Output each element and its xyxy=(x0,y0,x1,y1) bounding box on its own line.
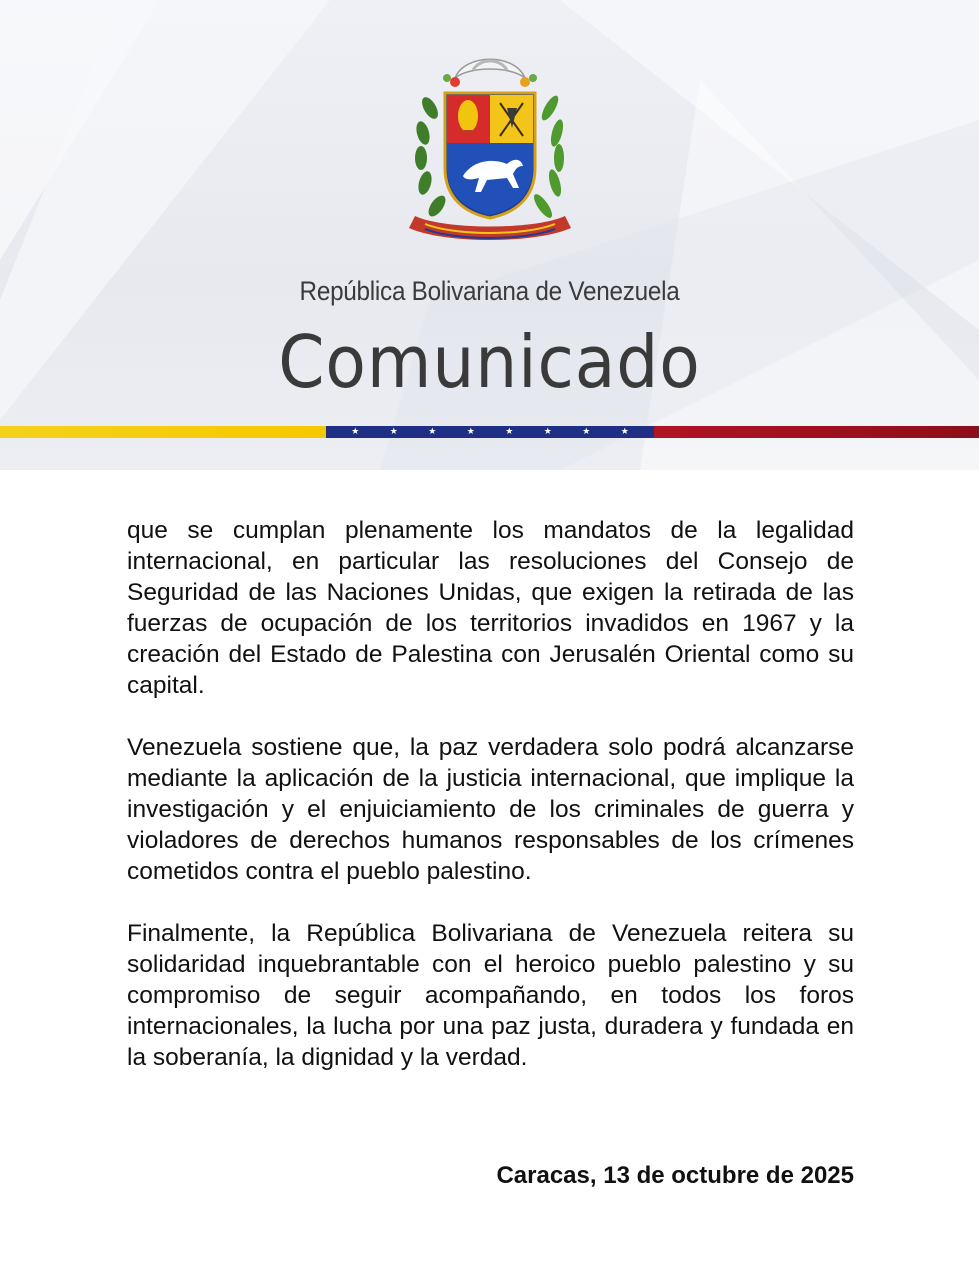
flag-red-stripe xyxy=(654,426,979,438)
letterhead xyxy=(0,0,979,470)
flag-blue-stripe xyxy=(326,426,654,438)
star-icon: ★ xyxy=(582,426,591,437)
document-title: Comunicado xyxy=(278,320,701,404)
star-icon: ★ xyxy=(466,426,475,437)
star-icon: ★ xyxy=(620,426,629,437)
place-and-date: Caracas, 13 de octubre de 2025 xyxy=(496,1162,854,1189)
flag-stripe xyxy=(0,426,979,438)
star-icon: ★ xyxy=(389,426,398,437)
star-icon: ★ xyxy=(543,426,552,437)
communique-body xyxy=(127,515,854,1104)
star-icon: ★ xyxy=(351,426,360,437)
paragraph: Venezuela sostiene que, la paz verdadera solo podrá alcanzarse mediante la aplicación de la justicia internacional, que implique la investigación y el enjuiciamiento de los criminales de guerra y violadores de derechos humanos responsables de los crímenes cometidos contra el pueblo palestino. xyxy=(127,734,854,885)
paragraph: que se cumplan plenamente los mandatos de la legalidad internacional, en particular las resoluciones del Consejo de Seguridad de las Naciones Unidas, que exigen la retirada de las fuerzas de ocupación de los territorios invadidos en 1967 y la creación del Estado de Palestina con Jerusalén Oriental como su capital. xyxy=(127,517,854,699)
star-icon: ★ xyxy=(428,426,437,437)
paragraph: Finalmente, la República Bolivariana de Venezuela reitera su solidaridad inquebrantable con el heroico pueblo palestino y su compromiso de seguir acompañando, en todos los foros internacionales, la lucha por una paz justa, duradera y fundada en la soberanía, la dignidad y la verdad. xyxy=(127,920,854,1071)
star-icon: ★ xyxy=(505,426,514,437)
republic-name: República Bolivariana de Venezuela xyxy=(299,276,680,306)
coat-of-arms-venezuela-icon xyxy=(395,48,585,258)
flag-yellow-stripe xyxy=(0,426,326,438)
